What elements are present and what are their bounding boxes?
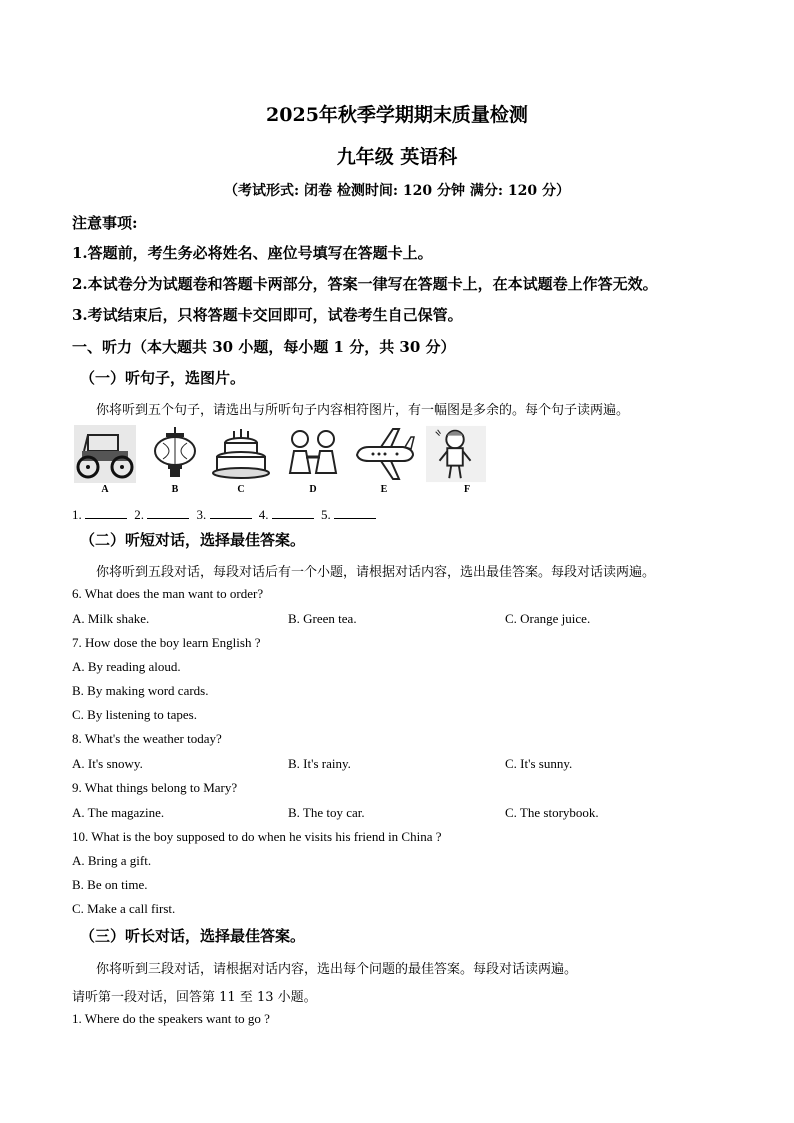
exam-info: （考试形式: 闭卷 检测时间: 120 分钟 满分: 120 分）: [223, 183, 571, 199]
option-a[interactable]: A. Milk shake.: [72, 611, 150, 626]
option-a[interactable]: A. Bring a gift.: [72, 853, 152, 868]
blank-number: 3.: [196, 507, 207, 522]
question-text: 6. What does the man want to order?: [72, 586, 264, 601]
blank-number: 1.: [72, 507, 82, 522]
option-a[interactable]: A. It's snowy.: [72, 756, 143, 771]
part1-instruction: 你将听到五个句子，请选出与所听句子内容相符图片，有一幅图是多余的。每个句子读两遍。: [96, 403, 630, 418]
option-b[interactable]: B. By making word cards.: [72, 683, 209, 698]
picture-label: C: [237, 484, 245, 495]
boy-icon: [426, 425, 486, 483]
option-c[interactable]: C. Orange juice.: [505, 611, 591, 626]
question-text: 1. Where do the speakers want to go ?: [72, 1011, 270, 1026]
part2-heading: （二）听短对话，选择最佳答案。: [80, 531, 306, 549]
option-b[interactable]: B. It's rainy.: [288, 756, 351, 771]
picture-label: F: [463, 484, 471, 495]
answer-blank[interactable]: [210, 506, 252, 519]
picture-label: B: [171, 484, 179, 495]
part3-heading: （三）听长对话，选择最佳答案。: [80, 927, 306, 945]
part1-heading: （一）听句子，选图片。: [80, 369, 246, 387]
option-b[interactable]: B. Green tea.: [288, 611, 357, 626]
option-b[interactable]: B. Be on time.: [72, 877, 148, 892]
lantern-icon: [144, 425, 206, 483]
option-a[interactable]: A. By reading aloud.: [72, 659, 181, 674]
airplane-icon: [350, 425, 418, 483]
option-c[interactable]: C. By listening to tapes.: [72, 707, 197, 722]
cake-icon: [210, 425, 272, 483]
note-item: 3.考试结束后，只将答题卡交回即可，试卷考生自己保管。: [72, 306, 463, 324]
option-a[interactable]: A. The magazine.: [72, 805, 165, 820]
note-item: 1.答题前，考生务必将姓名、座位号填写在答题卡上。: [72, 244, 433, 262]
blank-number: 5.: [321, 507, 331, 522]
part2-instruction: 你将听到五段对话，每段对话后有一个小题，请根据对话内容，选出最佳答案。每段对话读两遍。: [96, 565, 656, 580]
option-c[interactable]: C. The storybook.: [505, 805, 599, 820]
answer-blanks: [72, 506, 380, 523]
option-c[interactable]: C. It's sunny.: [505, 756, 573, 771]
answer-blank[interactable]: [334, 506, 376, 519]
answer-blank[interactable]: [147, 506, 189, 519]
option-c[interactable]: C. Make a call first.: [72, 901, 176, 916]
question-text: 9. What things belong to Mary?: [72, 780, 238, 795]
exam-title: 2025年秋季学期期末质量检测: [266, 104, 528, 126]
picture-label: D: [309, 484, 317, 495]
part3-sub-instruction: 请听第一段对话，回答第 11 至 13 小题。: [72, 990, 317, 1005]
picture-label: E: [380, 484, 388, 495]
question-text: 8. What's the weather today?: [72, 731, 222, 746]
part3-instruction: 你将听到三段对话，请根据对话内容，选出每个问题的最佳答案。每段对话读两遍。: [96, 962, 578, 977]
exam-subtitle: 九年级 英语科: [336, 146, 458, 168]
handshake-icon: [282, 425, 344, 483]
blank-number: 2.: [134, 507, 144, 522]
old-car-icon: [74, 425, 136, 483]
answer-blank[interactable]: [85, 506, 127, 519]
question-text: 7. How dose the boy learn English ?: [72, 635, 261, 650]
notes-heading: 注意事项:: [72, 214, 138, 232]
question-text: 10. What is the boy supposed to do when he visits his friend in China ?: [72, 829, 442, 844]
section-heading: 一、听力（本大题共 30 小题，每小题 1 分，共 30 分）: [72, 338, 456, 356]
option-b[interactable]: B. The toy car.: [288, 805, 365, 820]
note-item: 2.本试卷分为试题卷和答题卡两部分，答案一律写在答题卡上，在本试题卷上作答无效。: [72, 275, 658, 293]
blank-number: 4.: [258, 507, 269, 522]
picture-label: A: [101, 484, 109, 495]
answer-blank[interactable]: [272, 506, 314, 519]
